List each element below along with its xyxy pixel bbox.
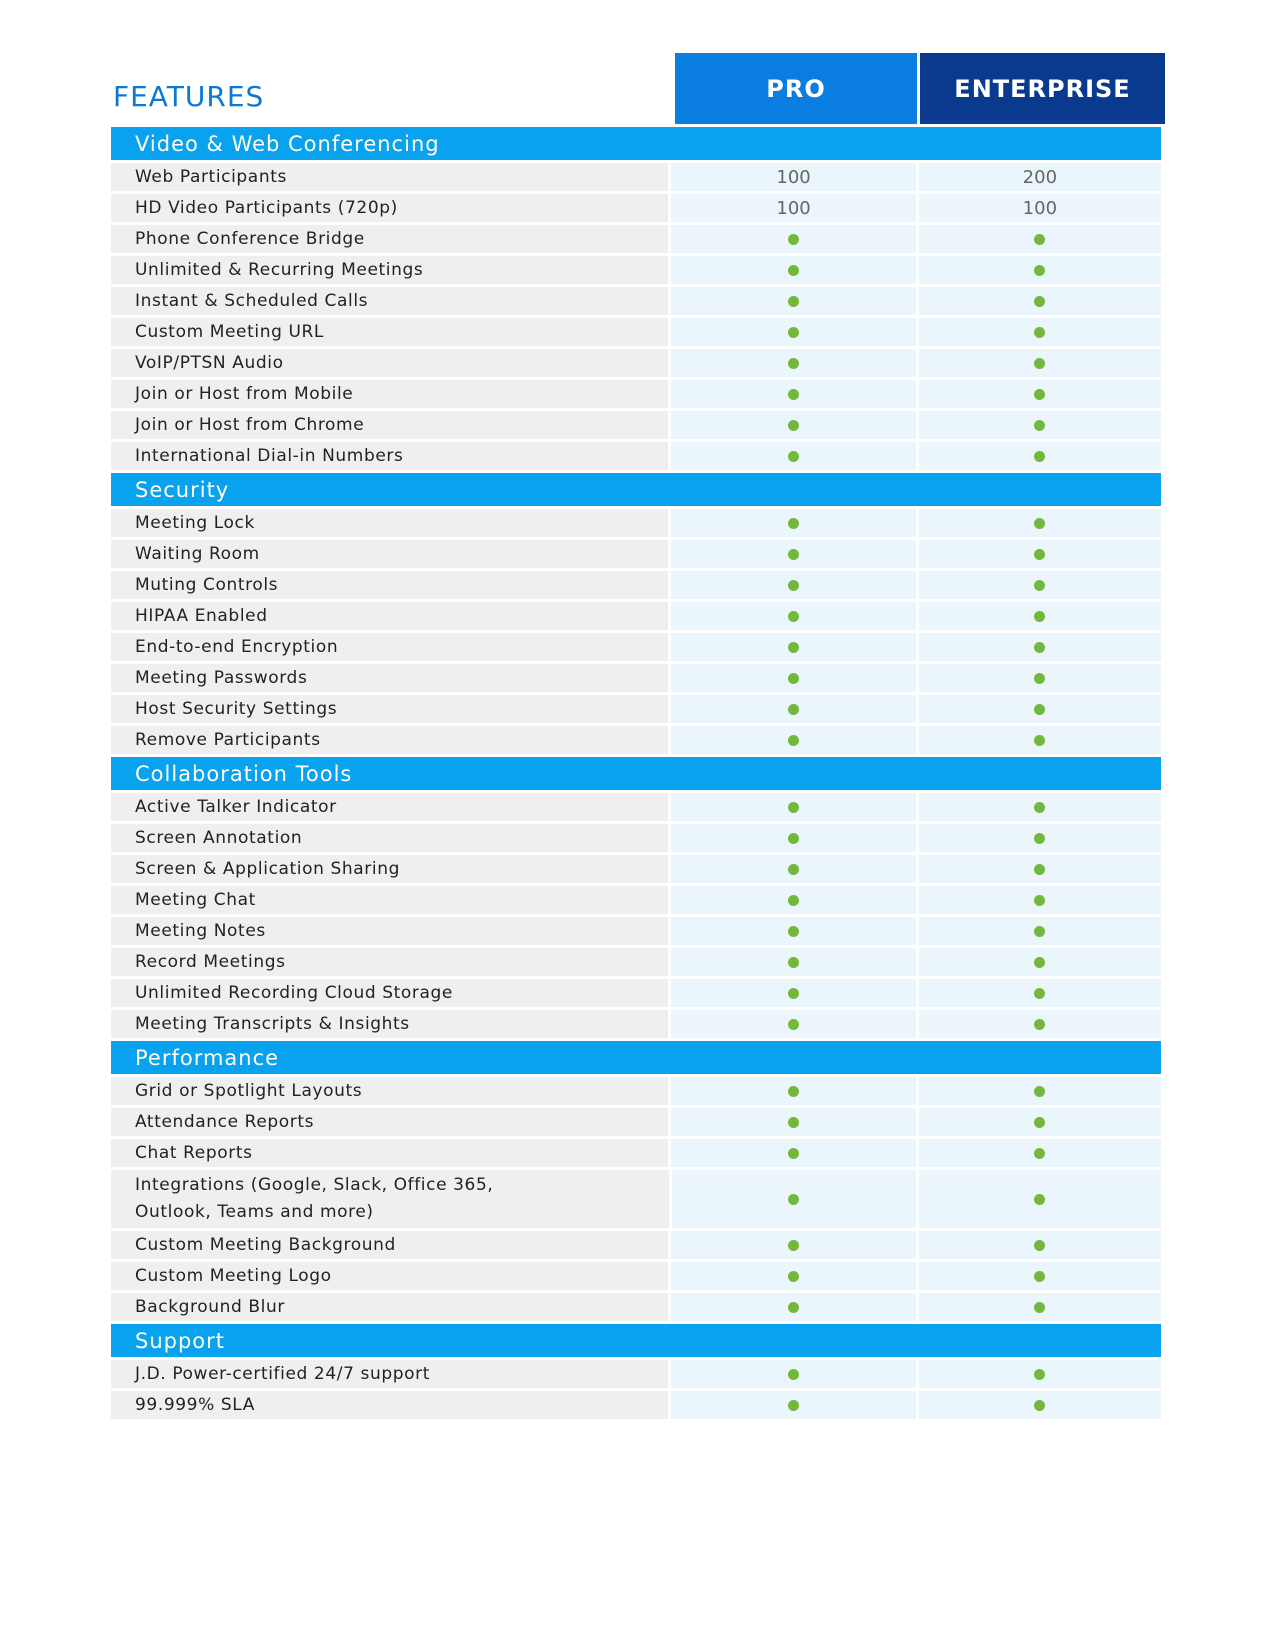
feature-label: Instant & Scheduled Calls (111, 287, 668, 315)
pro-cell (671, 726, 915, 754)
table-row (111, 1010, 1161, 1038)
table-row (111, 194, 1161, 222)
check-dot-icon (788, 1271, 799, 1282)
pro-value: 100 (776, 197, 811, 219)
enterprise-cell (919, 917, 1161, 945)
feature-label: End-to-end Encryption (111, 633, 668, 661)
table-row (111, 1231, 1161, 1259)
check-dot-icon (788, 549, 799, 560)
table-row (111, 442, 1161, 470)
feature-label: Meeting Passwords (111, 664, 668, 692)
pro-cell (671, 917, 915, 945)
check-dot-icon (788, 833, 799, 844)
table-row (111, 1170, 1161, 1228)
feature-label: Meeting Transcripts & Insights (111, 1010, 668, 1038)
table-row (111, 1139, 1161, 1167)
check-dot-icon (788, 988, 799, 999)
pro-cell (671, 633, 915, 661)
check-dot-icon (1034, 802, 1045, 813)
check-dot-icon (788, 1019, 799, 1030)
check-dot-icon (1034, 296, 1045, 307)
pro-cell (671, 287, 915, 315)
pro-cell (671, 509, 915, 537)
check-dot-icon (788, 895, 799, 906)
table-row (111, 256, 1161, 284)
section-header: Security (111, 473, 1161, 506)
pro-value: 100 (776, 166, 811, 188)
enterprise-cell (919, 380, 1161, 408)
pro-cell (671, 1010, 915, 1038)
pro-cell (671, 1139, 915, 1167)
enterprise-cell (919, 1231, 1161, 1259)
pro-cell (671, 1391, 915, 1419)
check-dot-icon (1034, 420, 1045, 431)
check-dot-icon (1034, 611, 1045, 622)
check-dot-icon (788, 735, 799, 746)
enterprise-cell (919, 695, 1161, 723)
table-row (111, 855, 1161, 883)
enterprise-cell (919, 855, 1161, 883)
check-dot-icon (1034, 833, 1045, 844)
table-row (111, 318, 1161, 346)
feature-label: Muting Controls (111, 571, 668, 599)
check-dot-icon (788, 1086, 799, 1097)
feature-label: Web Participants (111, 163, 668, 191)
check-dot-icon (1034, 1019, 1045, 1030)
check-dot-icon (1034, 1194, 1045, 1205)
pro-cell (671, 1293, 915, 1321)
features-title: FEATURES (113, 80, 265, 113)
check-dot-icon (1034, 549, 1045, 560)
enterprise-cell (919, 633, 1161, 661)
enterprise-cell (919, 726, 1161, 754)
table-row (111, 540, 1161, 568)
pro-cell (671, 163, 915, 191)
check-dot-icon (1034, 957, 1045, 968)
enterprise-cell (919, 1139, 1161, 1167)
table-row (111, 349, 1161, 377)
section-header: Performance (111, 1041, 1161, 1074)
feature-label: Meeting Chat (111, 886, 668, 914)
check-dot-icon (788, 957, 799, 968)
check-dot-icon (788, 358, 799, 369)
enterprise-cell (919, 349, 1161, 377)
enterprise-cell (919, 1077, 1161, 1105)
feature-label: HD Video Participants (720p) (111, 194, 668, 222)
check-dot-icon (788, 1194, 799, 1205)
enterprise-cell (919, 1108, 1161, 1136)
check-dot-icon (788, 642, 799, 653)
check-dot-icon (788, 864, 799, 875)
table-row (111, 824, 1161, 852)
pro-cell (671, 886, 915, 914)
check-dot-icon (788, 1148, 799, 1159)
check-dot-icon (788, 802, 799, 813)
check-dot-icon (788, 611, 799, 622)
check-dot-icon (1034, 1400, 1045, 1411)
table-body (111, 127, 1161, 1419)
enterprise-cell (919, 1391, 1161, 1419)
table-row (111, 1077, 1161, 1105)
pro-cell (671, 256, 915, 284)
check-dot-icon (788, 451, 799, 462)
check-dot-icon (1034, 234, 1045, 245)
check-dot-icon (1034, 1148, 1045, 1159)
table-row (111, 1391, 1161, 1419)
table-row (111, 411, 1161, 439)
check-dot-icon (788, 1117, 799, 1128)
feature-label: Waiting Room (111, 540, 668, 568)
pro-cell (671, 793, 915, 821)
table-row (111, 633, 1161, 661)
feature-label: Record Meetings (111, 948, 668, 976)
enterprise-cell (919, 1360, 1161, 1388)
feature-label: Active Talker Indicator (111, 793, 668, 821)
plan-enterprise-header: ENTERPRISE (920, 53, 1165, 124)
check-dot-icon (1034, 358, 1045, 369)
table-row (111, 917, 1161, 945)
enterprise-cell (919, 194, 1161, 222)
check-dot-icon (1034, 451, 1045, 462)
feature-label: J.D. Power-certified 24/7 support (111, 1360, 668, 1388)
check-dot-icon (1034, 327, 1045, 338)
feature-label: VoIP/PTSN Audio (111, 349, 668, 377)
check-dot-icon (788, 1302, 799, 1313)
feature-label: International Dial-in Numbers (111, 442, 668, 470)
enterprise-cell (919, 1170, 1161, 1228)
table-row (111, 664, 1161, 692)
check-dot-icon (1034, 1302, 1045, 1313)
enterprise-cell (919, 886, 1161, 914)
enterprise-cell (919, 602, 1161, 630)
pro-cell (671, 979, 915, 1007)
enterprise-cell (919, 793, 1161, 821)
feature-label: 99.999% SLA (111, 1391, 668, 1419)
check-dot-icon (1034, 988, 1045, 999)
check-dot-icon (788, 296, 799, 307)
feature-label: Custom Meeting Logo (111, 1262, 668, 1290)
comparison-table (111, 53, 1161, 1419)
feature-label: Background Blur (111, 1293, 668, 1321)
table-row (111, 1360, 1161, 1388)
enterprise-cell (919, 163, 1161, 191)
pro-cell (671, 664, 915, 692)
check-dot-icon (1034, 1369, 1045, 1380)
table-row (111, 602, 1161, 630)
check-dot-icon (1034, 1271, 1045, 1282)
plan-pro-header: PRO (675, 53, 917, 124)
pro-cell (671, 225, 915, 253)
check-dot-icon (788, 673, 799, 684)
enterprise-cell (919, 824, 1161, 852)
feature-label: Join or Host from Chrome (111, 411, 668, 439)
feature-label: Chat Reports (111, 1139, 668, 1167)
feature-label: Screen Annotation (111, 824, 668, 852)
pro-cell (671, 194, 915, 222)
check-dot-icon (1034, 926, 1045, 937)
table-row (111, 225, 1161, 253)
enterprise-cell (919, 1010, 1161, 1038)
enterprise-cell (919, 571, 1161, 599)
pro-cell (671, 855, 915, 883)
feature-label: Join or Host from Mobile (111, 380, 668, 408)
enterprise-cell (919, 225, 1161, 253)
table-row (111, 163, 1161, 191)
enterprise-cell (919, 509, 1161, 537)
check-dot-icon (1034, 1086, 1045, 1097)
enterprise-value: 100 (1022, 197, 1058, 219)
check-dot-icon (1034, 1117, 1045, 1128)
enterprise-cell (919, 442, 1161, 470)
table-row (111, 948, 1161, 976)
enterprise-cell (919, 540, 1161, 568)
enterprise-cell (919, 948, 1161, 976)
enterprise-value: 200 (1022, 166, 1058, 188)
check-dot-icon (788, 234, 799, 245)
pro-cell (671, 1231, 915, 1259)
enterprise-cell (919, 664, 1161, 692)
pro-cell (671, 318, 915, 346)
feature-label: Meeting Notes (111, 917, 668, 945)
table-header (111, 53, 1161, 124)
feature-label: Custom Meeting URL (111, 318, 668, 346)
pro-cell (671, 411, 915, 439)
pro-cell (672, 1170, 916, 1228)
table-row (111, 726, 1161, 754)
table-row (111, 1108, 1161, 1136)
feature-label: HIPAA Enabled (111, 602, 668, 630)
table-row (111, 1262, 1161, 1290)
check-dot-icon (788, 704, 799, 715)
feature-label: Meeting Lock (111, 509, 668, 537)
enterprise-cell (919, 1293, 1161, 1321)
check-dot-icon (1034, 735, 1045, 746)
feature-label: Phone Conference Bridge (111, 225, 668, 253)
pro-cell (671, 349, 915, 377)
section-header: Video & Web Conferencing (111, 127, 1161, 160)
table-row (111, 380, 1161, 408)
enterprise-cell (919, 979, 1161, 1007)
check-dot-icon (788, 420, 799, 431)
pro-cell (671, 1360, 915, 1388)
table-row (111, 1293, 1161, 1321)
enterprise-cell (919, 318, 1161, 346)
check-dot-icon (1034, 1240, 1045, 1251)
enterprise-cell (919, 256, 1161, 284)
check-dot-icon (788, 1240, 799, 1251)
check-dot-icon (1034, 704, 1045, 715)
feature-label: Integrations (Google, Slack, Office 365, Outlook, Teams and more) (111, 1170, 669, 1228)
feature-label: Attendance Reports (111, 1108, 668, 1136)
feature-label: Custom Meeting Background (111, 1231, 668, 1259)
check-dot-icon (788, 518, 799, 529)
feature-label: Unlimited & Recurring Meetings (111, 256, 668, 284)
check-dot-icon (1034, 518, 1045, 529)
table-row (111, 695, 1161, 723)
check-dot-icon (788, 327, 799, 338)
feature-label: Screen & Application Sharing (111, 855, 668, 883)
check-dot-icon (788, 389, 799, 400)
check-dot-icon (788, 1369, 799, 1380)
pro-cell (671, 824, 915, 852)
pro-cell (671, 695, 915, 723)
check-dot-icon (788, 926, 799, 937)
pro-cell (671, 602, 915, 630)
section-header: Support (111, 1324, 1161, 1357)
pro-cell (671, 1108, 915, 1136)
feature-label: Remove Participants (111, 726, 668, 754)
table-row (111, 287, 1161, 315)
check-dot-icon (1034, 642, 1045, 653)
pro-cell (671, 948, 915, 976)
pro-cell (671, 1262, 915, 1290)
table-row (111, 793, 1161, 821)
pro-cell (671, 442, 915, 470)
check-dot-icon (1034, 864, 1045, 875)
check-dot-icon (788, 265, 799, 276)
table-row (111, 571, 1161, 599)
check-dot-icon (1034, 265, 1045, 276)
section-header: Collaboration Tools (111, 757, 1161, 790)
pro-cell (671, 1077, 915, 1105)
table-row (111, 509, 1161, 537)
feature-label: Grid or Spotlight Layouts (111, 1077, 668, 1105)
check-dot-icon (1034, 673, 1045, 684)
check-dot-icon (788, 1400, 799, 1411)
table-row (111, 979, 1161, 1007)
enterprise-cell (919, 411, 1161, 439)
table-row (111, 886, 1161, 914)
check-dot-icon (1034, 389, 1045, 400)
enterprise-cell (919, 1262, 1161, 1290)
feature-label: Unlimited Recording Cloud Storage (111, 979, 668, 1007)
pro-cell (671, 540, 915, 568)
check-dot-icon (1034, 580, 1045, 591)
check-dot-icon (788, 580, 799, 591)
enterprise-cell (919, 287, 1161, 315)
pro-cell (671, 571, 915, 599)
check-dot-icon (1034, 895, 1045, 906)
feature-label: Host Security Settings (111, 695, 668, 723)
pro-cell (671, 380, 915, 408)
